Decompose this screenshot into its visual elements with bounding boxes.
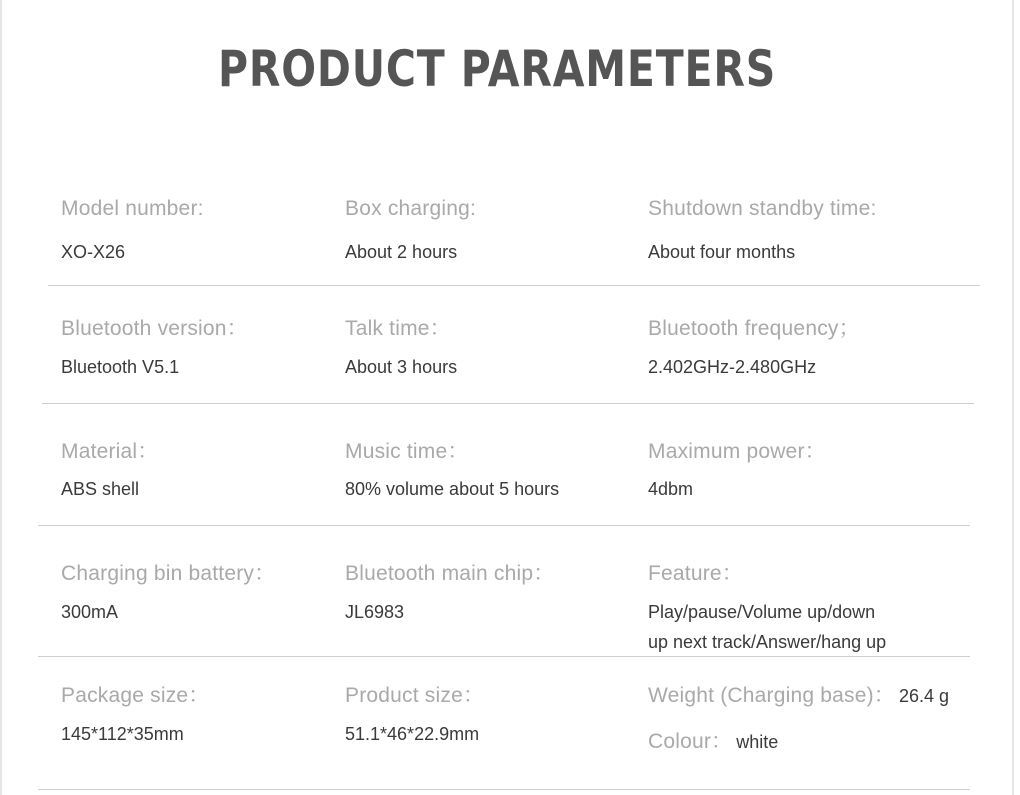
bluetooth-frequency-label: Bluetooth frequency； (648, 317, 860, 340)
box-charging-value: About 2 hours (345, 242, 458, 262)
bluetooth-version-label: Bluetooth version： (61, 317, 248, 340)
page-left-border (0, 0, 2, 795)
colour-row (648, 725, 778, 755)
weight-value: 26.4 g (899, 686, 950, 706)
package-size-value: 145*112*35mm (61, 724, 184, 744)
music-time-value: 80% volume about 5 hours (345, 479, 560, 499)
music-time-label: Music time： (345, 440, 469, 463)
page-right-border (1012, 0, 1014, 795)
charging-bin-battery-value: 300mA (61, 602, 119, 622)
maximum-power-label: Maximum power： (648, 440, 826, 463)
colour-label: Colour： (648, 730, 733, 753)
box-charging-label: Box charging: (345, 197, 477, 220)
charging-bin-battery-label: Charging bin battery： (61, 562, 276, 585)
row-divider (38, 789, 970, 790)
bluetooth-main-chip-label: Bluetooth main chip： (345, 562, 555, 585)
colour-value: white (736, 732, 779, 752)
product-size-label: Product size： (345, 684, 485, 707)
feature-line: up next track/Answer/hang up (648, 632, 887, 652)
row-divider (48, 285, 980, 286)
page-title: PRODUCT PARAMETERS (218, 40, 777, 98)
product-size-value: 51.1*46*22.9mm (345, 724, 480, 744)
package-size-label: Package size： (61, 684, 210, 707)
standby-time-label: Shutdown standby time: (648, 197, 877, 220)
bluetooth-frequency-value: 2.402GHz-2.480GHz (648, 357, 817, 377)
weight-row (648, 679, 949, 709)
maximum-power-value: 4dbm (648, 479, 694, 499)
material-value: ABS shell (61, 479, 140, 499)
bluetooth-main-chip-value: JL6983 (345, 602, 405, 622)
feature-value (648, 597, 886, 657)
row-divider (42, 403, 974, 404)
row-divider (38, 656, 970, 657)
row-divider (38, 525, 970, 526)
talk-time-value: About 3 hours (345, 357, 458, 377)
talk-time-label: Talk time： (345, 317, 451, 340)
model-number-label: Model number: (61, 197, 204, 220)
weight-label: Weight (Charging base)： (648, 684, 895, 707)
bluetooth-version-value: Bluetooth V5.1 (61, 357, 180, 377)
feature-line: Play/pause/Volume up/down (648, 602, 876, 622)
feature-label: Feature： (648, 562, 743, 585)
material-label: Material： (61, 440, 159, 463)
standby-time-value: About four months (648, 242, 796, 262)
model-number-value: XO-X26 (61, 242, 126, 262)
